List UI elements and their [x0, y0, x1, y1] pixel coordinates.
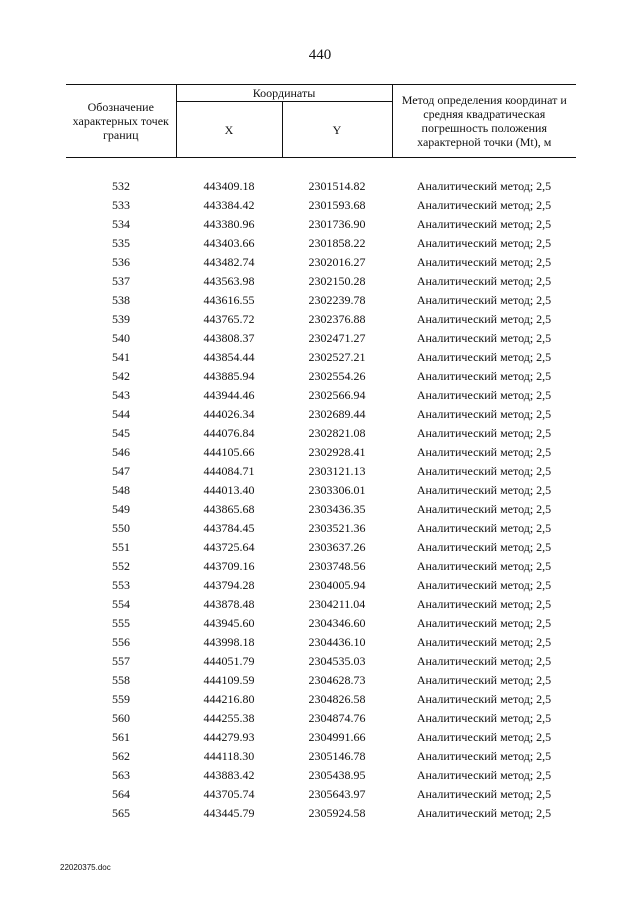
table-body [66, 158, 576, 824]
cell-x: 443384.42 [203, 198, 255, 212]
cell-x: 443784.45 [203, 521, 255, 535]
cell-method: Аналитический метод; 2,5 [416, 806, 552, 820]
cell-y: 2303436.35 [308, 502, 366, 516]
cell-x: 443482.74 [203, 255, 255, 269]
cell-point: 555 [112, 616, 130, 630]
cell-method: Аналитический метод; 2,5 [416, 255, 552, 269]
cell-point: 540 [112, 331, 130, 345]
cell-y: 2305146.78 [308, 749, 366, 763]
cell-point: 562 [112, 749, 130, 763]
cell-x: 443616.55 [203, 293, 255, 307]
cell-y: 2302471.27 [308, 331, 366, 345]
cell-method: Аналитический метод; 2,5 [416, 407, 552, 421]
table-row [66, 519, 576, 538]
cell-x: 443883.42 [203, 768, 255, 782]
cell-y: 2304436.10 [308, 635, 366, 649]
table-row [66, 215, 576, 234]
cell-method: Аналитический метод; 2,5 [416, 331, 552, 345]
cell-point: 557 [112, 654, 130, 668]
cell-method: Аналитический метод; 2,5 [416, 445, 552, 459]
cell-method: Аналитический метод; 2,5 [416, 236, 552, 250]
cell-point: 565 [112, 806, 130, 820]
cell-x: 444216.80 [203, 692, 255, 706]
table-row [66, 671, 576, 690]
cell-method: Аналитический метод; 2,5 [416, 635, 552, 649]
cell-y: 2302554.26 [308, 369, 366, 383]
cell-method: Аналитический метод; 2,5 [416, 293, 552, 307]
header-method: Метод определения координат и средняя квадратическая погрешность положения характерной точки (Mt), м [392, 85, 576, 158]
cell-y: 2301514.82 [308, 179, 366, 193]
cell-method: Аналитический метод; 2,5 [416, 654, 552, 668]
cell-point: 541 [112, 350, 130, 364]
cell-y: 2302928.41 [308, 445, 366, 459]
cell-y: 2301593.68 [308, 198, 366, 212]
cell-y: 2302821.08 [308, 426, 366, 440]
cell-method: Аналитический метод; 2,5 [416, 559, 552, 573]
cell-point: 563 [112, 768, 130, 782]
cell-x: 444084.71 [203, 464, 255, 478]
cell-x: 443709.16 [203, 559, 255, 573]
cell-method: Аналитический метод; 2,5 [416, 502, 552, 516]
table-row [66, 462, 576, 481]
cell-y: 2304535.03 [308, 654, 366, 668]
cell-point: 544 [112, 407, 130, 421]
cell-method: Аналитический метод; 2,5 [416, 388, 552, 402]
table-row [66, 253, 576, 272]
table-row [66, 424, 576, 443]
cell-method: Аналитический метод; 2,5 [416, 540, 552, 554]
table-row [66, 386, 576, 405]
cell-point: 545 [112, 426, 130, 440]
cell-x: 443865.68 [203, 502, 255, 516]
cell-point: 550 [112, 521, 130, 535]
cell-y: 2301736.90 [308, 217, 366, 231]
cell-method: Аналитический метод; 2,5 [416, 616, 552, 630]
cell-method: Аналитический метод; 2,5 [416, 198, 552, 212]
cell-x: 443380.96 [203, 217, 255, 231]
cell-y: 2304826.58 [308, 692, 366, 706]
cell-x: 443878.48 [203, 597, 255, 611]
cell-point: 539 [112, 312, 130, 326]
cell-point: 564 [112, 787, 130, 801]
cell-y: 2304005.94 [308, 578, 366, 592]
cell-point: 547 [112, 464, 130, 478]
page-number: 440 [308, 47, 332, 63]
table-row [66, 310, 576, 329]
cell-method: Аналитический метод; 2,5 [416, 692, 552, 706]
cell-method: Аналитический метод; 2,5 [416, 312, 552, 326]
cell-y: 2305643.97 [308, 787, 366, 801]
cell-x: 444076.84 [203, 426, 255, 440]
header-x: X [176, 102, 282, 158]
cell-x: 443885.94 [203, 369, 255, 383]
cell-x: 443725.64 [203, 540, 255, 554]
cell-point: 551 [112, 540, 130, 554]
table-row [66, 595, 576, 614]
table-row [66, 481, 576, 500]
cell-x: 443944.46 [203, 388, 255, 402]
table-header [66, 85, 576, 158]
cell-point: 556 [112, 635, 130, 649]
cell-x: 444279.93 [203, 730, 255, 744]
cell-y: 2304991.66 [308, 730, 366, 744]
table-row [66, 766, 576, 785]
header-coordinates: Координаты [176, 85, 392, 102]
cell-x: 443445.79 [203, 806, 255, 820]
cell-method: Аналитический метод; 2,5 [416, 787, 552, 801]
cell-point: 554 [112, 597, 130, 611]
cell-x: 443765.72 [203, 312, 255, 326]
cell-method: Аналитический метод; 2,5 [416, 483, 552, 497]
cell-point: 559 [112, 692, 130, 706]
cell-point: 542 [112, 369, 130, 383]
cell-point: 533 [112, 198, 130, 212]
cell-x: 443998.18 [203, 635, 255, 649]
table-row [66, 576, 576, 595]
cell-y: 2304211.04 [308, 597, 366, 611]
cell-point: 534 [112, 217, 130, 231]
table-row [66, 690, 576, 709]
cell-y: 2302239.78 [308, 293, 366, 307]
cell-x: 443403.66 [203, 236, 255, 250]
table-row [66, 177, 576, 196]
table-row [66, 747, 576, 766]
cell-y: 2305924.58 [308, 806, 366, 820]
cell-point: 561 [112, 730, 130, 744]
cell-method: Аналитический метод; 2,5 [416, 578, 552, 592]
document-filename: 22020375.doc [60, 863, 111, 872]
header-y: Y [282, 102, 392, 158]
header-point-designation: Обозначение характерных точек границ [66, 85, 176, 158]
cell-point: 549 [112, 502, 130, 516]
cell-y: 2304874.76 [308, 711, 366, 725]
coordinates-table [66, 84, 576, 823]
cell-point: 535 [112, 236, 130, 250]
table-row [66, 557, 576, 576]
cell-x: 444026.34 [203, 407, 255, 421]
table-row [66, 291, 576, 310]
cell-method: Аналитический метод; 2,5 [416, 426, 552, 440]
cell-point: 546 [112, 445, 130, 459]
cell-y: 2303306.01 [308, 483, 366, 497]
cell-method: Аналитический метод; 2,5 [416, 217, 552, 231]
table-row [66, 709, 576, 728]
table-row [66, 329, 576, 348]
cell-point: 552 [112, 559, 130, 573]
cell-point: 548 [112, 483, 130, 497]
cell-x: 443409.18 [203, 179, 255, 193]
cell-y: 2302566.94 [308, 388, 366, 402]
cell-method: Аналитический метод; 2,5 [416, 730, 552, 744]
cell-point: 558 [112, 673, 130, 687]
cell-y: 2302150.28 [308, 274, 366, 288]
table-row [66, 405, 576, 424]
cell-x: 443854.44 [203, 350, 255, 364]
cell-y: 2301858.22 [308, 236, 366, 250]
cell-x: 443808.37 [203, 331, 255, 345]
cell-y: 2305438.95 [308, 768, 366, 782]
cell-y: 2304346.60 [308, 616, 366, 630]
table-row [66, 728, 576, 747]
cell-x: 444255.38 [203, 711, 255, 725]
table-row [66, 633, 576, 652]
cell-method: Аналитический метод; 2,5 [416, 749, 552, 763]
cell-method: Аналитический метод; 2,5 [416, 369, 552, 383]
table-row [66, 614, 576, 633]
cell-method: Аналитический метод; 2,5 [416, 521, 552, 535]
cell-x: 444118.30 [203, 749, 255, 763]
cell-y: 2302376.88 [308, 312, 366, 326]
cell-method: Аналитический метод; 2,5 [416, 711, 552, 725]
cell-method: Аналитический метод; 2,5 [416, 768, 552, 782]
cell-x: 444051.79 [203, 654, 255, 668]
cell-x: 443945.60 [203, 616, 255, 630]
cell-method: Аналитический метод; 2,5 [416, 274, 552, 288]
cell-y: 2302016.27 [308, 255, 366, 269]
cell-point: 543 [112, 388, 130, 402]
cell-point: 532 [112, 179, 130, 193]
table-row [66, 367, 576, 386]
cell-x: 443794.28 [203, 578, 255, 592]
cell-x: 443705.74 [203, 787, 255, 801]
table-row [66, 785, 576, 804]
cell-point: 538 [112, 293, 130, 307]
cell-x: 444105.66 [203, 445, 255, 459]
cell-method: Аналитический метод; 2,5 [416, 673, 552, 687]
cell-method: Аналитический метод; 2,5 [416, 597, 552, 611]
cell-point: 553 [112, 578, 130, 592]
cell-y: 2303121.13 [308, 464, 366, 478]
table-row [66, 196, 576, 215]
cell-y: 2303748.56 [308, 559, 366, 573]
table-row [66, 348, 576, 367]
cell-x: 444109.59 [203, 673, 255, 687]
table-row [66, 500, 576, 519]
table-row [66, 272, 576, 291]
cell-point: 536 [112, 255, 130, 269]
cell-x: 444013.40 [203, 483, 255, 497]
cell-method: Аналитический метод; 2,5 [416, 350, 552, 364]
cell-x: 443563.98 [203, 274, 255, 288]
table-row [66, 804, 576, 823]
cell-y: 2303637.26 [308, 540, 366, 554]
table-row [66, 443, 576, 462]
cell-method: Аналитический метод; 2,5 [416, 464, 552, 478]
table-row [66, 652, 576, 671]
table-row [66, 538, 576, 557]
cell-y: 2302689.44 [308, 407, 366, 421]
cell-y: 2302527.21 [308, 350, 366, 364]
table-row [66, 234, 576, 253]
cell-point: 537 [112, 274, 130, 288]
cell-point: 560 [112, 711, 130, 725]
header-spacer [66, 158, 576, 178]
cell-method: Аналитический метод; 2,5 [416, 179, 552, 193]
cell-y: 2303521.36 [308, 521, 366, 535]
cell-y: 2304628.73 [308, 673, 366, 687]
